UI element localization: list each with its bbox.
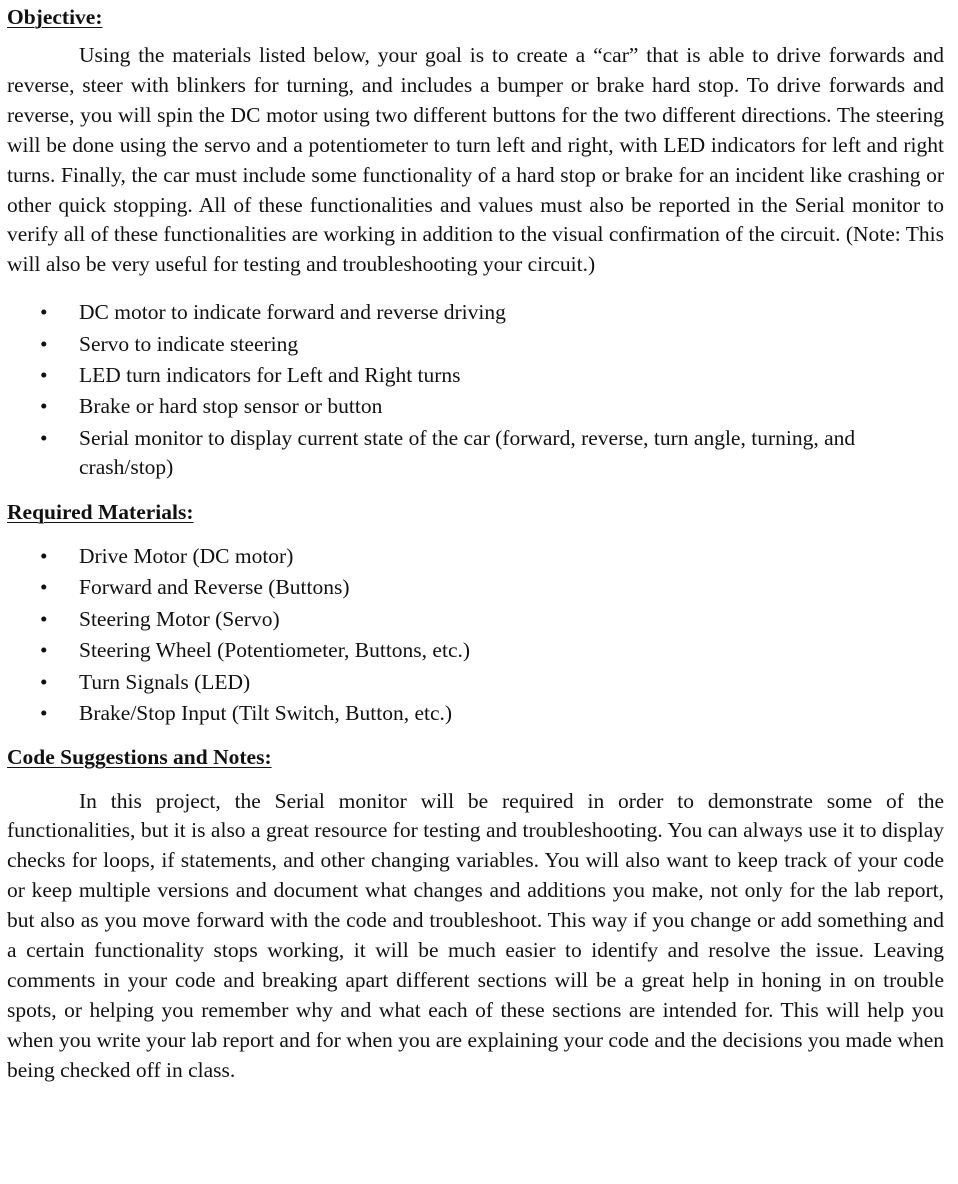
list-item [7,361,944,391]
notes-section [7,743,944,1086]
bullet-icon: • [40,575,48,600]
bullet-icon: • [40,300,48,325]
list-item [7,699,944,729]
bullet-icon: • [40,394,48,419]
materials-list [7,542,944,729]
notes-paragraph: In this project, the Serial monitor will be required in order to demonstrate some of the functionalities, but it is also a great resource for testing and troubleshooting. You can always use it to display checks for loops, if statements, and other changing variables. You will also want to keep track of your code or keep multiple versions and document what changes and additions you make, not only for the lab report, but also as you move forward with the code and troubleshoot. This way if you change or add something and a certain functionality stops working, it will be much easier to identify and resolve the issue. Leaving comments in your code and breaking apart different sections will be a great help in honing in on trouble spots, or helping you remember why and what each of these sections are intended for. This will help you when you write your lab report and for when you are explaining your code and the decisions you made when being checked off in class. [7,788,944,1082]
objective-paragraph: Using the materials listed below, your goal is to create a “car” that is able to drive forwards and reverse, steer with blinkers for turning, and includes a bumper or brake hard stop. To drive forwards and reverse, you will spin the DC motor using two different buttons for the two different directions. The steering will be done using the servo and a potentiometer to turn left and right, with LED indicators for left and right turns. Finally, the car must include some functionality of a hard stop or brake for an incident like crashing or other quick stopping. All of these functionalities and values must also be reported in the Serial monitor to verify all of these functionalities are working in addition to the visual confirmation of the circuit. (Note: This will also be very useful for testing and troubleshooting your circuit.) [7,43,944,277]
bullet-icon: • [40,700,48,725]
objective-heading: Objective: [7,5,103,29]
list-item-text: Serial monitor to display current state of the car (forward, reverse, turn angle, turning, and crash/stop) [79,425,856,480]
bullet-icon: • [40,638,48,663]
list-item [7,424,944,483]
list-item-text: Drive Motor (DC motor) [79,544,294,568]
list-item [7,605,944,635]
notes-heading: Code Suggestions and Notes: [7,744,272,769]
list-item-text: Brake or hard stop sensor or button [79,394,383,419]
list-item-text: Brake/Stop Input (Tilt Switch, Button, etc.) [79,700,453,725]
list-item-text: Steering Wheel (Potentiometer, Buttons, etc.) [79,638,471,663]
list-item-text: LED turn indicators for Left and Right turns [79,363,461,388]
list-item-text: Steering Motor (Servo) [79,606,280,631]
list-item [7,636,944,666]
list-item-text: Turn Signals (LED) [79,669,251,694]
objective-section [7,3,944,483]
list-item-text: Forward and Reverse (Buttons) [79,575,350,600]
bullet-icon: • [40,669,48,694]
bullet-icon: • [40,363,48,388]
list-item [7,542,944,572]
bullet-icon: • [40,544,48,568]
list-item-text: DC motor to indicate forward and reverse driving [79,300,506,325]
materials-section [7,498,944,729]
objective-list [7,298,944,483]
materials-heading: Required Materials: [7,500,194,524]
list-item [7,392,944,422]
bullet-icon: • [40,606,48,631]
list-item [7,298,944,328]
list-item-text: Servo to indicate steering [79,331,299,356]
list-item [7,330,944,360]
bullet-icon: • [40,331,48,356]
list-item [7,573,944,603]
bullet-icon: • [40,425,48,450]
list-item [7,668,944,698]
